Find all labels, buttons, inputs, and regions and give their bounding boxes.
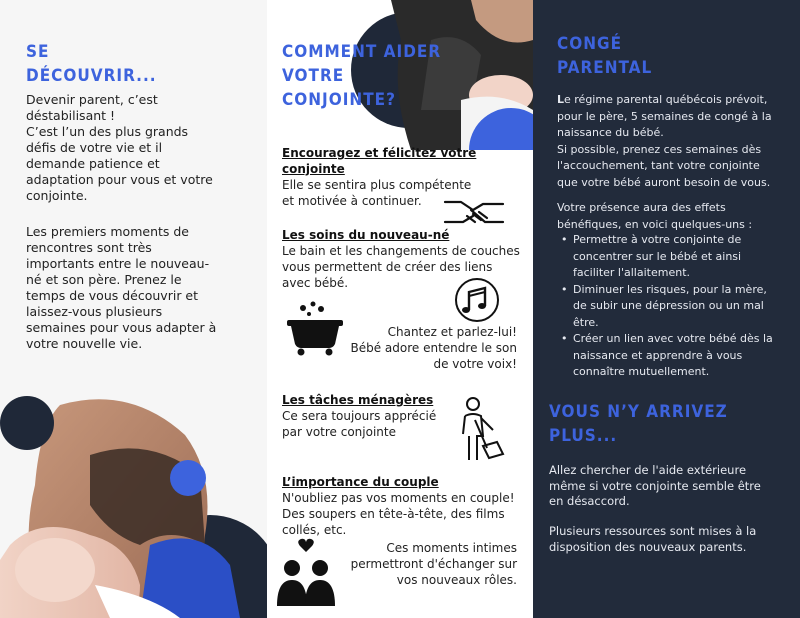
section-couple xyxy=(282,474,522,538)
blue-dot-decoration xyxy=(170,460,206,496)
list-item: • Diminuer les risques, pour la mère, de subir une dépression ou un mal être. xyxy=(557,282,782,332)
section-text: Le bain et les changements de couches vous permettent de créer des liens avec bébé. xyxy=(282,244,520,290)
section-heading: Encouragez et félicitez votre conjointe xyxy=(282,146,477,176)
help-paragraph-1: Allez chercher de l'aide extérieure même si votre conjointe semble être en désaccord. xyxy=(549,463,761,508)
se-decouvrir-title: SE DÉCOUVRIR... xyxy=(26,42,157,86)
handshake-icon xyxy=(443,196,505,228)
section-heading: Les soins du nouveau-né xyxy=(282,228,450,242)
section-text: Elle se sentira plus compétente et motivée à continuer. xyxy=(282,178,472,208)
conge-intro: Le régime parental québécois prévoit, pour le père, 5 semaines de congé à la naissance du bébé. Si possible, prenez ces semaines dès l'accouchement, tant votre conjointe que votre bébé auront besoin de vous. xyxy=(557,93,772,189)
section-heading: L’importance du couple xyxy=(282,475,439,489)
couple-heart-icon xyxy=(275,538,337,608)
section-taches xyxy=(282,392,452,440)
vous-ny-arrivez-plus-title: VOUS N’Y ARRIVEZ PLUS... xyxy=(549,402,728,446)
help-paragraph-2: Plusieurs ressources sont mises à la disposition des nouveaux parents. xyxy=(549,524,757,554)
first-moments-paragraph: Les premiers moments de rencontres sont très importants entre le nouveau- né et son père. Prenez le temps de vous découvrir et laissez-vous plusieurs semaines pour vous adapter à votre nouvelle vie. xyxy=(26,224,217,351)
sing-text: Chantez et parlez-lui! Bébé adore entendre le son de votre voix! xyxy=(350,325,517,371)
conge-parental-title: CONGÉ PARENTAL xyxy=(557,34,653,78)
list-item: • Créer un lien avec votre bébé dès la naissance et apprendre à vous connaître mutuellement. xyxy=(557,331,782,381)
section-text: N'oubliez pas vos moments en couple! Des soupers en tête-à-tête, des films collés, etc. xyxy=(282,491,515,537)
effects-list xyxy=(557,232,782,381)
dark-dot-decoration xyxy=(0,396,54,450)
column-conge-parental xyxy=(533,0,800,618)
effects-intro: Votre présence aura des effets bénéfiques, en voici quelques-uns : xyxy=(557,201,753,231)
aider-conjointe-title: COMMENT AIDER VOTRE CONJOINTE? xyxy=(282,42,442,110)
intro-paragraph: Devenir parent, c’est déstabilisant ! C’est l’un des plus grands défis de votre vie et il demande patience et adaptation pour vous et votre conjointe. xyxy=(26,92,213,203)
section-heading: Les tâches ménagères xyxy=(282,393,434,407)
column-aider-conjointe xyxy=(267,0,533,618)
father-baby-photo xyxy=(0,395,267,618)
column-se-decouvrir xyxy=(0,0,267,618)
cleaning-person-icon xyxy=(453,396,505,462)
section-text: Ce sera toujours apprécié par votre conjointe xyxy=(282,409,437,439)
moments-text: Ces moments intimes permettront d'échanger sur vos nouveaux rôles. xyxy=(350,541,517,587)
list-item: • Permettre à votre conjointe de concentrer sur le bébé et ainsi faciliter l'allaitement. xyxy=(557,232,782,282)
music-note-icon xyxy=(453,276,501,324)
